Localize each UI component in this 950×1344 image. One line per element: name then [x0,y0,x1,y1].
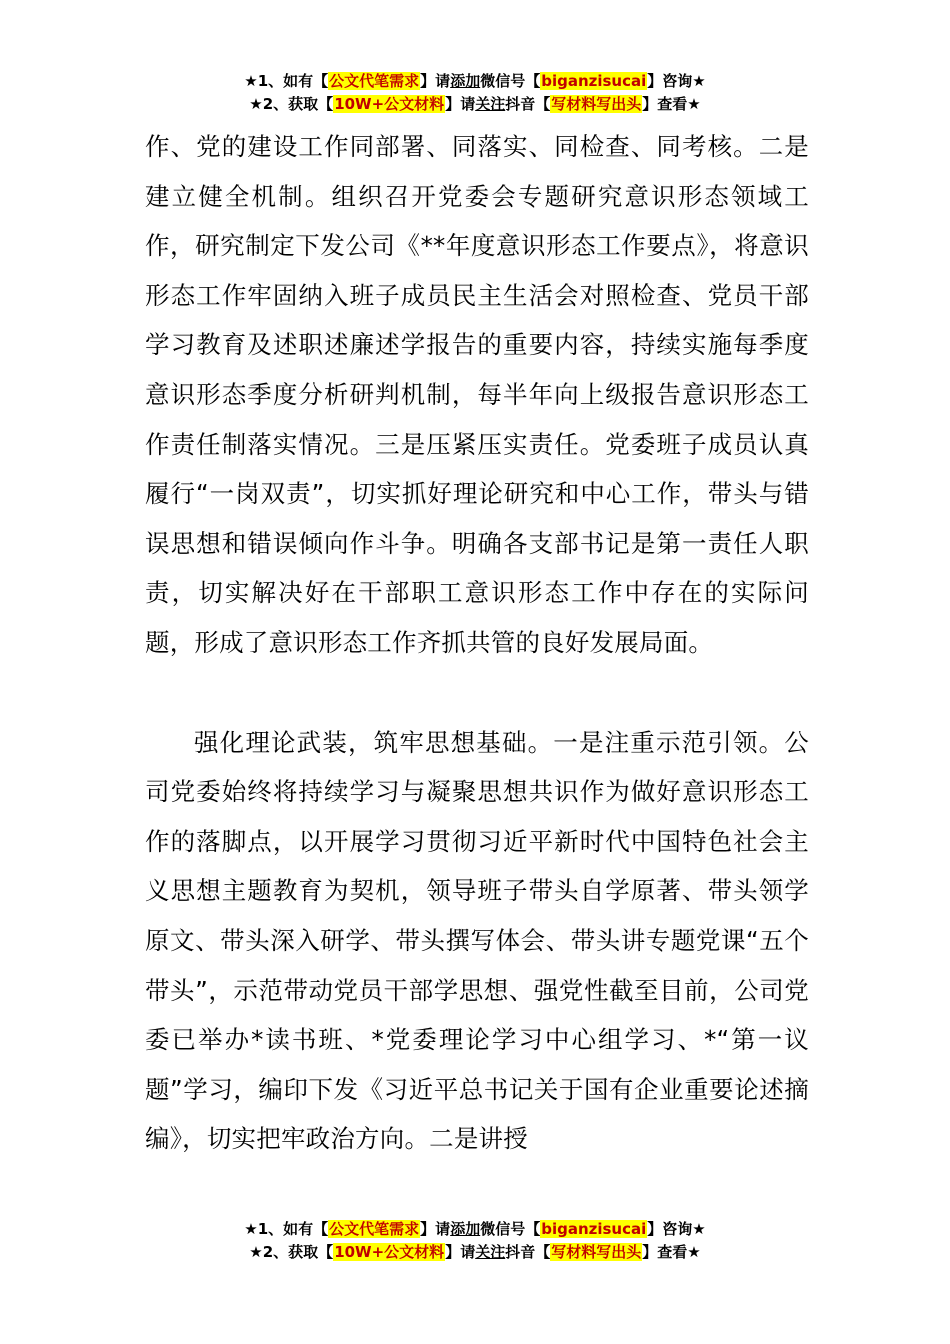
paragraph-2: 强化理论武装，筑牢思想基础。一是注重示范引领。公司党委始终将持续学习与凝聚思想共识作为做好意识形态工作的落脚点，以开展学习贯彻习近平新时代中国特色社会主义思想主题教育为契机，领导班子带头自学原著、带头领学原文、带头深入研学、带头撰写体会、带头讲专题党课“五个带头”，示范带动党员干部学思想、强党性截至目前，公司党委已举办*读书班、*党委理论学习中心组学习、*“第一议题”学习，编印下发《习近平总书记关于国有企业重要论述摘编》，切实把牢政治方向。二是讲授 [145,727,809,1154]
banner-text: 抖音【 [505,95,551,113]
banner-text: 】请 [420,72,451,90]
banner-text: ★1、如有【 [244,1220,329,1238]
banner-line-2 [0,1241,950,1264]
banner-line-1 [0,70,950,93]
banner-highlight: biganzisucai [541,1220,647,1238]
banner-text: 】咨询★ [647,72,706,90]
banner-text: 微信号【 [480,1220,541,1238]
banner-text: 】咨询★ [647,1220,706,1238]
banner-underline: 关注 [475,95,506,113]
banner-text: ★2、获取【 [249,1243,334,1261]
banner-text: 】请 [420,1220,451,1238]
banner-line-1 [0,1218,950,1241]
banner-underline: 添加 [450,72,481,90]
document-body [145,122,809,1164]
banner-text: 抖音【 [505,1243,551,1261]
banner-highlight: 写材料写出头 [551,1243,642,1261]
banner-underline: 关注 [475,1243,506,1261]
banner-text: 】查看★ [642,1243,701,1261]
banner-text: 】查看★ [642,95,701,113]
banner-highlight: 写材料写出头 [551,95,642,113]
banner-text: ★2、获取【 [249,95,334,113]
banner-line-2 [0,93,950,116]
banner-text: ★1、如有【 [244,72,329,90]
banner-underline: 添加 [450,1220,481,1238]
banner-text: 】请 [445,1243,476,1261]
paragraph-1: 作、党的建设工作同部署、同落实、同检查、同考核。二是建立健全机制。组织召开党委会专题研究意识形态领域工作，研究制定下发公司《**年度意识形态工作要点》，将意识形态工作牢固纳入班子成员民主生活会对照检查、党员干部学习教育及述职述廉述学报告的重要内容，持续实施每季度意识形态季度分析研判机制，每半年向上级报告意识形态工作责任制落实情况。三是压紧压实责任。党委班子成员认真履行“一岗双责”，切实抓好理论研究和中心工作，带头与错误思想和错误倾向作斗争。明确各支部书记是第一责任人职责，切实解决好在干部职工意识形态工作中存在的实际问题，形成了意识形态工作齐抓共管的良好发展局面。 [145,132,809,657]
banner-highlight: 公文代笔需求 [329,72,420,90]
bottom-banner [0,1218,950,1264]
banner-highlight: 10W+公文材料 [334,95,445,113]
banner-highlight: biganzisucai [541,72,647,90]
banner-text: 】请 [445,95,476,113]
top-banner [0,70,950,116]
banner-highlight: 公文代笔需求 [329,1220,420,1238]
banner-highlight: 10W+公文材料 [334,1243,445,1261]
banner-text: 微信号【 [480,72,541,90]
